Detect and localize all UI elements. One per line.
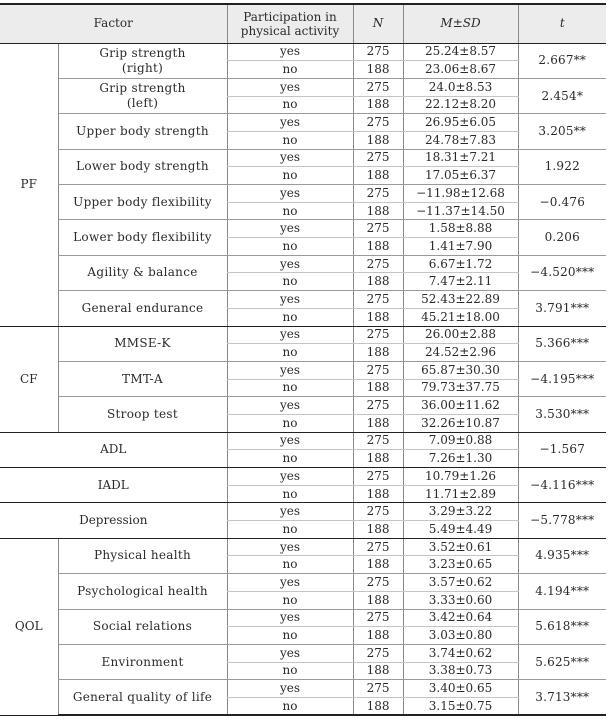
subfactor-label (58, 326, 227, 361)
header-n: N (353, 4, 403, 43)
msd-cell: −11.37±14.50 (403, 202, 518, 220)
n-cell: 275 (353, 326, 403, 344)
table-body (0, 43, 606, 715)
t-value-cell: −5.778*** (518, 503, 606, 538)
n-cell: 188 (353, 238, 403, 256)
n-cell: 275 (353, 538, 403, 556)
subfactor-label-line: Physical health (94, 548, 191, 563)
participation-cell: no (227, 414, 353, 432)
subfactor-label-line: TMT-A (122, 371, 163, 386)
subfactor-label-line: General endurance (81, 300, 204, 315)
table-row (0, 432, 606, 450)
participation-cell: no (227, 238, 353, 256)
participation-cell: yes (227, 78, 353, 96)
subfactor-label-line: Stroop test (107, 406, 178, 421)
table-row (0, 503, 606, 521)
t-value-cell: −4.195*** (518, 361, 606, 396)
n-cell: 188 (353, 485, 403, 503)
header-msd: M±SD (403, 4, 518, 43)
participation-cell: yes (227, 468, 353, 486)
subfactor-label-line: Upper body strength (76, 123, 209, 138)
msd-cell: 11.71±2.89 (403, 485, 518, 503)
participation-cell: no (227, 450, 353, 468)
participation-cell: no (227, 273, 353, 291)
table-row (0, 185, 606, 203)
msd-cell: 1.41±7.90 (403, 238, 518, 256)
msd-cell: 17.05±6.37 (403, 167, 518, 185)
participation-cell: no (227, 485, 353, 503)
msd-cell: 26.00±2.88 (403, 326, 518, 344)
participation-cell: yes (227, 43, 353, 61)
factor-label: ADL (0, 432, 227, 467)
participation-cell: yes (227, 185, 353, 203)
subfactor-label (58, 114, 227, 149)
n-cell: 188 (353, 131, 403, 149)
n-cell: 188 (353, 450, 403, 468)
msd-cell: 3.03±0.80 (403, 627, 518, 645)
msd-cell: 3.74±0.62 (403, 644, 518, 662)
n-cell: 275 (353, 680, 403, 698)
header-factor: Factor (0, 4, 227, 43)
subfactor-label (58, 644, 227, 679)
msd-cell: 79.73±37.75 (403, 379, 518, 397)
msd-cell: 7.26±1.30 (403, 450, 518, 468)
n-cell: 275 (353, 185, 403, 203)
n-cell: 275 (353, 609, 403, 627)
t-value-cell: −4.520*** (518, 255, 606, 290)
factor-label: CF (0, 326, 58, 432)
subfactor-label (58, 291, 227, 326)
msd-cell: 3.42±0.64 (403, 609, 518, 627)
subfactor-label-line: (left) (126, 96, 159, 111)
participation-cell: yes (227, 361, 353, 379)
n-cell: 275 (353, 574, 403, 592)
table-row (0, 361, 606, 379)
participation-cell: no (227, 591, 353, 609)
header-participation-line-2: physical activity (240, 23, 340, 38)
msd-cell: 36.00±11.62 (403, 397, 518, 415)
t-value-cell: −0.476 (518, 185, 606, 220)
t-value-cell: 3.791*** (518, 291, 606, 326)
table-row (0, 644, 606, 662)
table-row (0, 149, 606, 167)
participation-cell: yes (227, 291, 353, 309)
msd-cell: 7.09±0.88 (403, 432, 518, 450)
n-cell: 188 (353, 556, 403, 574)
subfactor-label (58, 185, 227, 220)
table-row (0, 326, 606, 344)
participation-cell: yes (227, 538, 353, 556)
t-value-cell: 2.454* (518, 78, 606, 113)
t-value-cell: 3.205** (518, 114, 606, 149)
header-row (0, 4, 606, 43)
subfactor-label (58, 78, 227, 113)
n-cell: 275 (353, 78, 403, 96)
n-cell: 188 (353, 167, 403, 185)
participation-cell: no (227, 131, 353, 149)
n-cell: 275 (353, 432, 403, 450)
participation-cell: yes (227, 609, 353, 627)
participation-cell: yes (227, 326, 353, 344)
msd-cell: 18.31±7.21 (403, 149, 518, 167)
participation-cell: no (227, 627, 353, 645)
n-cell: 275 (353, 255, 403, 273)
factor-label: IADL (0, 468, 227, 503)
factor-label: PF (0, 43, 58, 326)
subfactor-label (58, 680, 227, 715)
n-cell: 275 (353, 43, 403, 61)
msd-cell: 3.38±0.73 (403, 662, 518, 680)
participation-cell: no (227, 556, 353, 574)
n-cell: 275 (353, 468, 403, 486)
t-value-cell: 4.935*** (518, 538, 606, 573)
msd-cell: −11.98±12.68 (403, 185, 518, 203)
participation-cell: no (227, 521, 353, 539)
participation-cell: no (227, 697, 353, 715)
factor-label: QOL (0, 538, 58, 715)
table-row (0, 255, 606, 273)
participation-cell: yes (227, 397, 353, 415)
subfactor-label (58, 574, 227, 609)
msd-cell: 3.57±0.62 (403, 574, 518, 592)
n-cell: 275 (353, 149, 403, 167)
header-participation-line-1: Participation in (243, 9, 337, 24)
subfactor-label-line: Lower body flexibility (73, 230, 212, 245)
msd-cell: 24.52±2.96 (403, 344, 518, 362)
t-value-cell: 4.194*** (518, 574, 606, 609)
table-row (0, 220, 606, 238)
msd-cell: 1.58±8.88 (403, 220, 518, 238)
n-cell: 188 (353, 662, 403, 680)
participation-cell: yes (227, 680, 353, 698)
subfactor-label (58, 361, 227, 396)
participation-cell: yes (227, 574, 353, 592)
table-row (0, 609, 606, 627)
table-row (0, 397, 606, 415)
subfactor-label-line: MMSE-K (114, 336, 171, 351)
n-cell: 275 (353, 397, 403, 415)
table-row (0, 114, 606, 132)
t-value-cell: 3.530*** (518, 397, 606, 432)
subfactor-label (58, 220, 227, 255)
msd-cell: 3.23±0.65 (403, 556, 518, 574)
t-value-cell: −4.116*** (518, 468, 606, 503)
n-cell: 188 (353, 379, 403, 397)
t-value-cell: 0.206 (518, 220, 606, 255)
msd-cell: 25.24±8.57 (403, 43, 518, 61)
n-cell: 188 (353, 96, 403, 114)
subfactor-label-line: General quality of life (72, 689, 213, 704)
n-cell: 188 (353, 591, 403, 609)
subfactor-label-line: Lower body strength (76, 159, 209, 174)
n-cell: 275 (353, 114, 403, 132)
n-cell: 188 (353, 697, 403, 715)
subfactor-label-line: Agility & balance (87, 265, 198, 280)
msd-cell: 3.33±0.60 (403, 591, 518, 609)
msd-cell: 52.43±22.89 (403, 291, 518, 309)
msd-cell: 3.52±0.61 (403, 538, 518, 556)
participation-cell: yes (227, 255, 353, 273)
table-row (0, 291, 606, 309)
t-value-cell: 5.625*** (518, 644, 606, 679)
subfactor-label-line: Upper body flexibility (73, 194, 212, 209)
n-cell: 275 (353, 644, 403, 662)
n-cell: 188 (353, 414, 403, 432)
subfactor-label (58, 43, 227, 78)
t-value-cell: 5.366*** (518, 326, 606, 361)
factor-label: Depression (0, 503, 227, 538)
participation-cell: yes (227, 503, 353, 521)
n-cell: 188 (353, 273, 403, 291)
subfactor-label (58, 397, 227, 432)
msd-cell: 3.40±0.65 (403, 680, 518, 698)
subfactor-label-line: (right) (121, 60, 164, 75)
msd-cell: 7.47±2.11 (403, 273, 518, 291)
participation-cell: yes (227, 644, 353, 662)
participation-cell: yes (227, 220, 353, 238)
msd-cell: 3.15±0.75 (403, 697, 518, 715)
msd-cell: 26.95±6.05 (403, 114, 518, 132)
subfactor-label-line: Environment (101, 654, 184, 669)
participation-cell: no (227, 61, 353, 79)
table-row (0, 680, 606, 698)
subfactor-label-line: Grip strength (99, 45, 186, 60)
participation-cell: no (227, 202, 353, 220)
participation-cell: no (227, 167, 353, 185)
participation-cell: no (227, 308, 353, 326)
table-row (0, 78, 606, 96)
participation-cell: no (227, 662, 353, 680)
t-value-cell: 2.667** (518, 43, 606, 78)
msd-cell: 24.78±7.83 (403, 131, 518, 149)
msd-cell: 24.0±8.53 (403, 78, 518, 96)
t-value-cell: −1.567 (518, 432, 606, 467)
table-row (0, 538, 606, 556)
t-value-cell: 5.618*** (518, 609, 606, 644)
n-cell: 188 (353, 627, 403, 645)
header-participation (227, 4, 353, 43)
n-cell: 188 (353, 308, 403, 326)
results-table (0, 3, 606, 716)
msd-cell: 3.29±3.22 (403, 503, 518, 521)
table-row (0, 43, 606, 61)
participation-cell: no (227, 344, 353, 362)
msd-cell: 5.49±4.49 (403, 521, 518, 539)
msd-cell: 45.21±18.00 (403, 308, 518, 326)
n-cell: 188 (353, 521, 403, 539)
subfactor-label (58, 538, 227, 573)
t-value-cell: 3.713*** (518, 680, 606, 715)
n-cell: 275 (353, 220, 403, 238)
msd-cell: 22.12±8.20 (403, 96, 518, 114)
subfactor-label-line: Psychological health (77, 583, 208, 598)
n-cell: 188 (353, 344, 403, 362)
n-cell: 275 (353, 503, 403, 521)
n-cell: 188 (353, 202, 403, 220)
subfactor-label (58, 255, 227, 290)
n-cell: 188 (353, 61, 403, 79)
n-cell: 275 (353, 361, 403, 379)
header-t: t (518, 4, 606, 43)
msd-cell: 23.06±8.67 (403, 61, 518, 79)
msd-cell: 10.79±1.26 (403, 468, 518, 486)
msd-cell: 32.26±10.87 (403, 414, 518, 432)
participation-cell: no (227, 96, 353, 114)
participation-cell: yes (227, 432, 353, 450)
subfactor-label-line: Grip strength (99, 81, 186, 96)
subfactor-label (58, 149, 227, 184)
subfactor-label-line: Social relations (92, 619, 193, 634)
msd-cell: 6.67±1.72 (403, 255, 518, 273)
table-row (0, 574, 606, 592)
subfactor-label (58, 609, 227, 644)
t-value-cell: 1.922 (518, 149, 606, 184)
participation-cell: no (227, 379, 353, 397)
n-cell: 275 (353, 291, 403, 309)
msd-cell: 65.87±30.30 (403, 361, 518, 379)
participation-cell: yes (227, 149, 353, 167)
participation-cell: yes (227, 114, 353, 132)
table-row (0, 468, 606, 486)
